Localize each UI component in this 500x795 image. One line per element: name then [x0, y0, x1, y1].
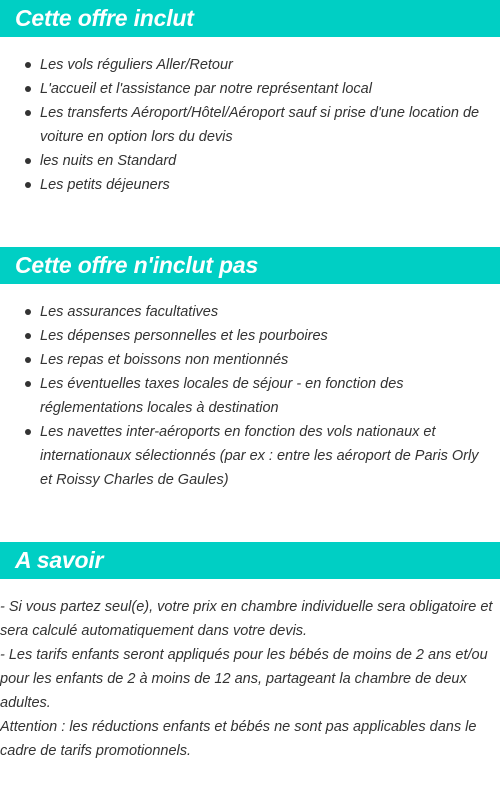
- list-item: Les dépenses personnelles et les pourboires: [40, 324, 500, 348]
- savoir-title: A savoir: [15, 547, 104, 573]
- list-item: L'accueil et l'assistance par notre représentant local: [40, 77, 500, 101]
- list-item: Les éventuelles taxes locales de séjour - en fonction des réglementations locales à destination: [40, 372, 500, 420]
- savoir-paragraph: - Si vous partez seul(e), votre prix en chambre individuelle sera obligatoire et sera calculé automatiquement dans votre devis.: [0, 599, 493, 639]
- list-item: Les navettes inter-aéroports en fonction des vols nationaux et internationaux sélectionnés (par ex : entre les aéroport de Paris Orly et Roissy Charles de Gaules): [40, 420, 500, 492]
- excludes-title: Cette offre n'inclut pas: [15, 252, 259, 278]
- savoir-paragraph: - Les tarifs enfants seront appliqués pour les bébés de moins de 2 ans et/ou pour les enfants de 2 à moins de 12 ans, partageant la chambre de deux adultes.: [0, 647, 488, 711]
- list-item: Les vols réguliers Aller/Retour: [40, 53, 500, 77]
- savoir-section: [0, 542, 500, 763]
- includes-list: [0, 53, 500, 197]
- list-item: Les assurances facultatives: [40, 300, 500, 324]
- savoir-text: [0, 595, 500, 763]
- excludes-list: [0, 300, 500, 492]
- excludes-section: [0, 247, 500, 492]
- includes-title: Cette offre inclut: [15, 5, 194, 31]
- list-item: les nuits en Standard: [40, 149, 500, 173]
- includes-section: [0, 0, 500, 197]
- includes-header: [0, 0, 500, 37]
- savoir-header: [0, 542, 500, 579]
- list-item: Les petits déjeuners: [40, 173, 500, 197]
- list-item: Les repas et boissons non mentionnés: [40, 348, 500, 372]
- savoir-paragraph: Attention : les réductions enfants et bébés ne sont pas applicables dans le cadre de tarifs promotionnels.: [0, 719, 477, 759]
- list-item: Les transferts Aéroport/Hôtel/Aéroport sauf si prise d'une location de voiture en option lors du devis: [40, 101, 500, 149]
- excludes-header: [0, 247, 500, 284]
